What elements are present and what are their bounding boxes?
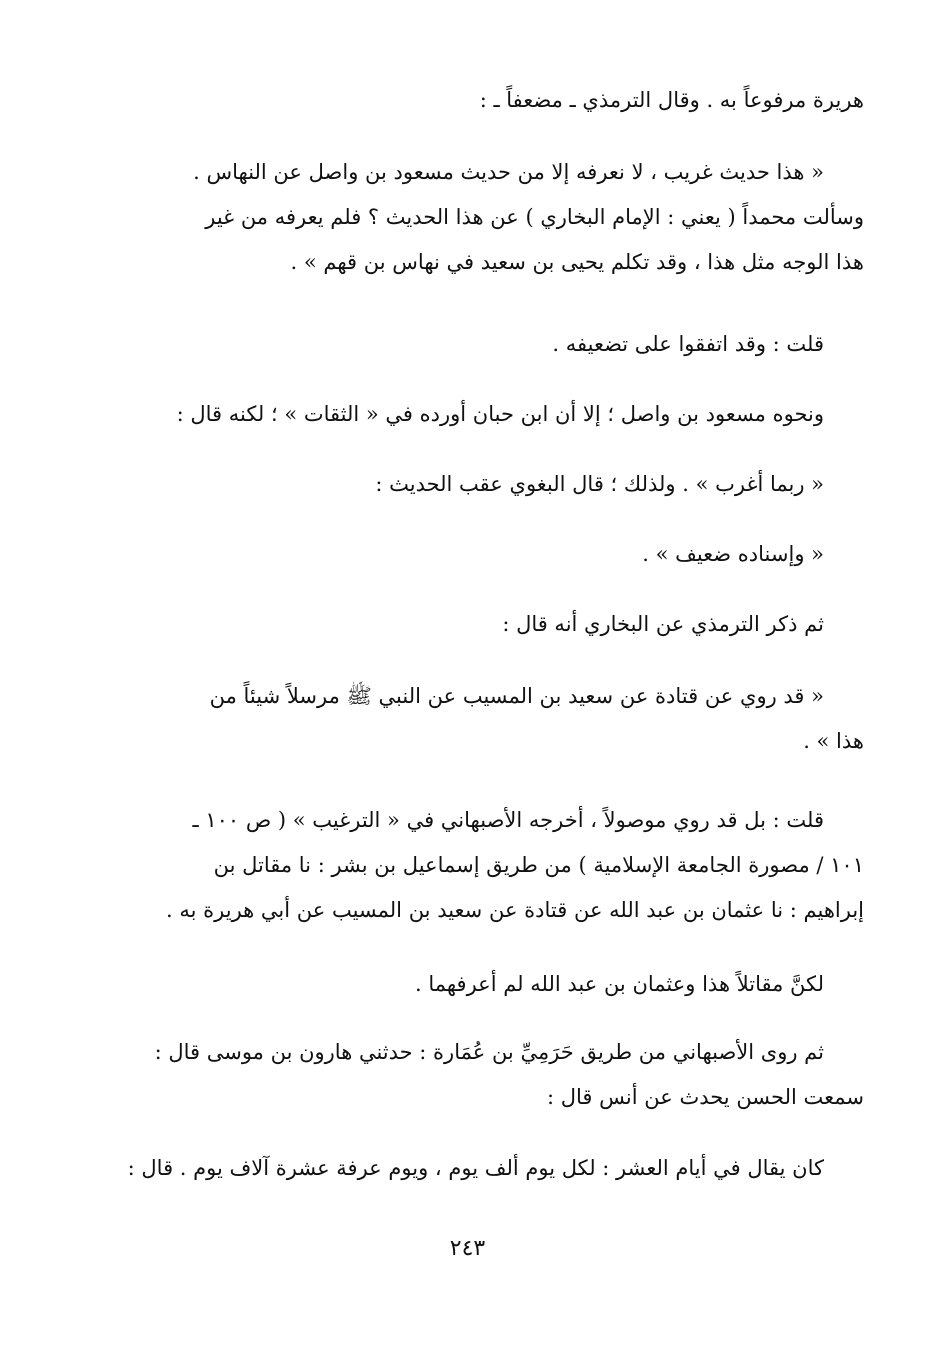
paragraph-mursal: [124, 674, 864, 764]
paragraph-bukhari: [124, 602, 864, 647]
paragraph-ten-days: [124, 1146, 864, 1191]
text-line: هذا الوجه مثل هذا ، وقد تكلم يحيى بن سعيد في نهاس بن قهم » .: [290, 250, 864, 274]
paragraph-unknown-narrators: [124, 962, 864, 1007]
text-line: هريرة مرفوعاً به . وقال الترمذي ـ مضعفاً ـ :: [479, 88, 864, 112]
paragraph-isfahani: [124, 798, 864, 933]
text-line: قلت : وقد اتفقوا على تضعيفه .: [552, 332, 824, 356]
paragraph-masud: [124, 392, 864, 437]
paragraph-intro: [124, 78, 864, 123]
text-line: لكنَّ مقاتلاً هذا وعثمان بن عبد الله لم أعرفهما .: [414, 972, 824, 996]
text-line: « قد روي عن قتادة عن سعيد بن المسيب عن النبي ﷺ مرسلاً شيئاً من: [209, 684, 824, 708]
text-line: ونحوه مسعود بن واصل ؛ إلا أن ابن حبان أورده في « الثقات » ؛ لكنه قال :: [176, 402, 824, 426]
text-line: إبراهيم : نا عثمان بن عبد الله عن قتادة عن سعيد بن المسيب عن أبي هريرة به .: [166, 898, 864, 922]
paragraph-isnad: [124, 532, 864, 577]
paragraph-tirmidhi-quote: [124, 150, 864, 285]
text-line: ثم ذكر الترمذي عن البخاري أنه قال :: [502, 612, 824, 636]
text-line: « هذا حديث غريب ، لا نعرفه إلا من حديث مسعود بن واصل عن النهاس .: [193, 160, 824, 184]
text-line: هذا » .: [803, 729, 864, 753]
page-number: ٢٤٣: [449, 1236, 486, 1261]
text-line: ١٠١ / مصورة الجامعة الإسلامية ) من طريق إسماعيل بن بشر : نا مقاتل بن: [213, 853, 864, 877]
paragraph-agreement: [124, 322, 864, 367]
text-line: كان يقال في أيام العشر : لكل يوم ألف يوم ، ويوم عرفة عشرة آلاف يوم . قال :: [127, 1156, 824, 1180]
paragraph-baghawi: [124, 462, 864, 507]
paragraph-harami: [124, 1030, 864, 1120]
text-line: « ربما أغرب » . ولذلك ؛ قال البغوي عقب الحديث :: [375, 472, 824, 496]
text-line: قلت : بل قد روي موصولاً ، أخرجه الأصبهاني في « الترغيب » ( ص ١٠٠ ـ: [192, 808, 824, 832]
text-line: « وإسناده ضعيف » .: [642, 542, 824, 566]
text-line: وسألت محمداً ( يعني : الإمام البخاري ) عن هذا الحديث ؟ فلم يعرفه من غير: [205, 205, 864, 229]
text-line: ثم روى الأصبهاني من طريق حَرَمِيِّ بن عُمَارة : حدثني هارون بن موسى قال :: [154, 1040, 824, 1064]
text-line: سمعت الحسن يحدث عن أنس قال :: [547, 1085, 864, 1109]
